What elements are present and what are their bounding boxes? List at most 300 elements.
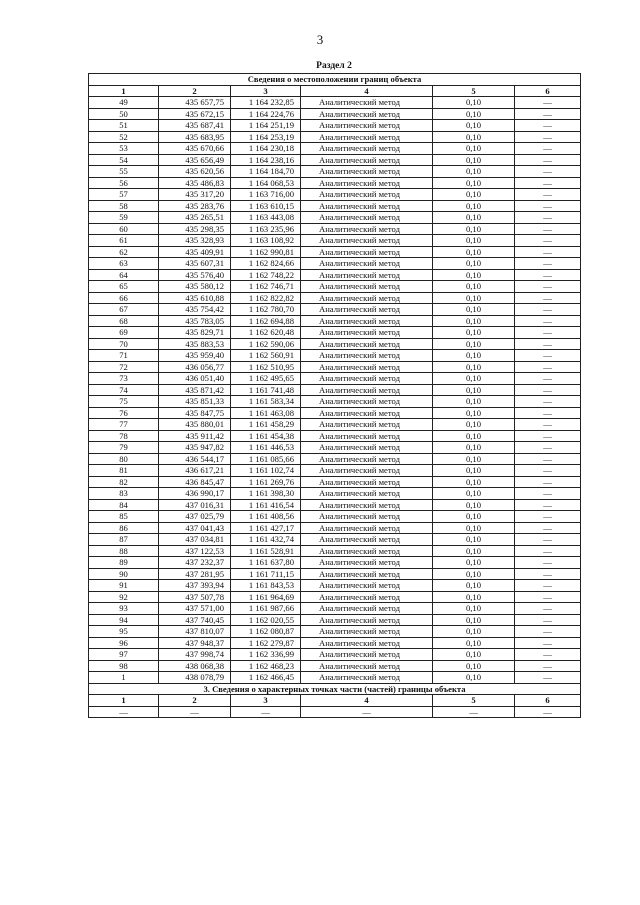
table-cell: Аналитический метод — [301, 580, 433, 592]
table-cell: 1 162 748,22 — [231, 269, 301, 281]
table-cell: — — [515, 177, 581, 189]
table-cell: 71 — [89, 350, 159, 362]
table-cell: Аналитический метод — [301, 591, 433, 603]
table-cell: — — [515, 97, 581, 109]
table-row — [89, 453, 581, 465]
table-cell: 435 670,66 — [159, 143, 231, 155]
table-row — [89, 557, 581, 569]
table-cell: 0,10 — [433, 557, 515, 569]
table-cell: Аналитический метод — [301, 97, 433, 109]
table-cell: 435 847,75 — [159, 407, 231, 419]
table-cell: — — [515, 419, 581, 431]
table-cell: — — [515, 373, 581, 385]
table-cell: — — [515, 430, 581, 442]
table-cell: 1 162 495,65 — [231, 373, 301, 385]
table2-column-header: 4 — [301, 695, 433, 707]
table-cell: 0,10 — [433, 499, 515, 511]
table-cell: Аналитический метод — [301, 131, 433, 143]
table-cell: — — [515, 522, 581, 534]
table-cell: — — [515, 591, 581, 603]
table-cell: 0,10 — [433, 166, 515, 178]
table-cell: 435 656,49 — [159, 154, 231, 166]
table-cell: Аналитический метод — [301, 672, 433, 684]
table-cell: 0,10 — [433, 614, 515, 626]
table-cell: 0,10 — [433, 442, 515, 454]
table-cell: 0,10 — [433, 269, 515, 281]
table-cell: — — [515, 189, 581, 201]
table-cell: 0,10 — [433, 488, 515, 500]
table-cell: 435 959,40 — [159, 350, 231, 362]
table-cell: 1 161 458,29 — [231, 419, 301, 431]
table-cell: — — [515, 442, 581, 454]
table-cell: Аналитический метод — [301, 476, 433, 488]
table-cell: — — [515, 580, 581, 592]
section-title: Раздел 2 — [316, 61, 352, 71]
table-cell: 89 — [89, 557, 159, 569]
table-cell: 435 672,15 — [159, 108, 231, 120]
table-cell: 0,10 — [433, 580, 515, 592]
table-cell: 0,10 — [433, 430, 515, 442]
table-cell: 437 034,81 — [159, 534, 231, 546]
table2-caption: 3. Сведения о характерных точках части (частей) границы объекта — [89, 683, 581, 695]
table-cell: 435 687,41 — [159, 120, 231, 132]
table-cell: 0,10 — [433, 108, 515, 120]
table-cell: — — [515, 258, 581, 270]
table-cell: 1 162 080,87 — [231, 626, 301, 638]
table-cell: 435 947,82 — [159, 442, 231, 454]
table-cell: Аналитический метод — [301, 637, 433, 649]
table-cell: 0,10 — [433, 258, 515, 270]
table-row — [89, 442, 581, 454]
table-cell: 65 — [89, 281, 159, 293]
table-cell: 64 — [89, 269, 159, 281]
table-cell: 0,10 — [433, 235, 515, 247]
table-cell: 0,10 — [433, 511, 515, 523]
table-cell: 1 161 711,15 — [231, 568, 301, 580]
table-cell: 437 948,37 — [159, 637, 231, 649]
table-row — [89, 534, 581, 546]
table-cell: 0,10 — [433, 419, 515, 431]
table-cell: 0,10 — [433, 177, 515, 189]
table-cell: 57 — [89, 189, 159, 201]
table-cell: 1 162 824,66 — [231, 258, 301, 270]
table-cell: — — [301, 706, 433, 718]
table-cell: 435 829,71 — [159, 327, 231, 339]
table-cell: 1 162 336,99 — [231, 649, 301, 661]
table-cell: 1 162 466,45 — [231, 672, 301, 684]
table-cell: — — [515, 235, 581, 247]
table-cell: 0,10 — [433, 396, 515, 408]
table-row — [89, 235, 581, 247]
table-cell: 66 — [89, 292, 159, 304]
table-row — [89, 304, 581, 316]
table-cell: Аналитический метод — [301, 407, 433, 419]
table-cell: 1 163 716,00 — [231, 189, 301, 201]
table-cell: 435 580,12 — [159, 281, 231, 293]
table-cell: 1 161 408,56 — [231, 511, 301, 523]
table-cell: Аналитический метод — [301, 327, 433, 339]
table-row — [89, 269, 581, 281]
table-cell: 0,10 — [433, 154, 515, 166]
coordinates-table — [88, 73, 581, 718]
table-cell: 1 161 085,66 — [231, 453, 301, 465]
table2-column-header: 5 — [433, 695, 515, 707]
table-row — [89, 545, 581, 557]
table-cell: Аналитический метод — [301, 626, 433, 638]
table-cell: 61 — [89, 235, 159, 247]
table-cell: 436 617,21 — [159, 465, 231, 477]
table-cell: 74 — [89, 384, 159, 396]
table-cell: Аналитический метод — [301, 373, 433, 385]
table-row — [89, 108, 581, 120]
table-cell: 1 161 102,74 — [231, 465, 301, 477]
table2-column-header: 2 — [159, 695, 231, 707]
table-cell: 1 162 620,48 — [231, 327, 301, 339]
table-cell: 1 162 746,71 — [231, 281, 301, 293]
table-cell: 0,10 — [433, 545, 515, 557]
table-cell: 0,10 — [433, 626, 515, 638]
table-cell: Аналитический метод — [301, 453, 433, 465]
table-cell: — — [515, 568, 581, 580]
table-cell: — — [515, 603, 581, 615]
table-cell: 1 161 964,69 — [231, 591, 301, 603]
table-row — [89, 649, 581, 661]
table1-caption: Сведения о местоположении границ объекта — [89, 74, 581, 86]
table-cell: 93 — [89, 603, 159, 615]
table-row — [89, 407, 581, 419]
table-cell: 1 161 454,38 — [231, 430, 301, 442]
table-cell: — — [515, 304, 581, 316]
table-cell: 1 162 990,81 — [231, 246, 301, 258]
table-cell: 0,10 — [433, 660, 515, 672]
table-row — [89, 281, 581, 293]
table-cell: 1 163 108,92 — [231, 235, 301, 247]
table-cell: 435 576,40 — [159, 269, 231, 281]
table-cell: 69 — [89, 327, 159, 339]
table-cell: Аналитический метод — [301, 522, 433, 534]
table1-header-row — [89, 85, 581, 97]
table-cell: 435 683,95 — [159, 131, 231, 143]
table-cell: 0,10 — [433, 591, 515, 603]
table-cell: — — [515, 269, 581, 281]
table-cell: 0,10 — [433, 292, 515, 304]
table-cell: — — [515, 465, 581, 477]
table-cell: 0,10 — [433, 672, 515, 684]
table-row — [89, 373, 581, 385]
table-row — [89, 637, 581, 649]
table-row — [89, 189, 581, 201]
table-cell: 435 610,88 — [159, 292, 231, 304]
table-cell: 1 161 446,53 — [231, 442, 301, 454]
table-cell: — — [515, 315, 581, 327]
table-cell: Аналитический метод — [301, 465, 433, 477]
table-row — [89, 499, 581, 511]
table-row — [89, 292, 581, 304]
table-cell: 0,10 — [433, 315, 515, 327]
table-cell: 60 — [89, 223, 159, 235]
table-cell: 437 393,94 — [159, 580, 231, 592]
table-cell: — — [515, 637, 581, 649]
table-cell: — — [515, 534, 581, 546]
table-row — [89, 131, 581, 143]
table-cell: — — [515, 361, 581, 373]
table-cell: 86 — [89, 522, 159, 534]
table2-column-header: 3 — [231, 695, 301, 707]
table-cell: — — [515, 672, 581, 684]
table-cell: 91 — [89, 580, 159, 592]
table-cell: — — [515, 453, 581, 465]
table-row — [89, 212, 581, 224]
table-cell: Аналитический метод — [301, 258, 433, 270]
table-cell: 1 164 230,18 — [231, 143, 301, 155]
table-cell: — — [515, 511, 581, 523]
table-row — [89, 154, 581, 166]
table-cell: 84 — [89, 499, 159, 511]
table-cell: Аналитический метод — [301, 384, 433, 396]
table-cell: Аналитический метод — [301, 166, 433, 178]
table-cell: — — [159, 706, 231, 718]
table-cell: 437 122,53 — [159, 545, 231, 557]
table-cell: — — [515, 292, 581, 304]
table-cell: 435 851,33 — [159, 396, 231, 408]
table-cell: Аналитический метод — [301, 511, 433, 523]
table-row — [89, 166, 581, 178]
table-cell: 0,10 — [433, 200, 515, 212]
table-cell: 437 016,31 — [159, 499, 231, 511]
table2-column-header: 1 — [89, 695, 159, 707]
table-row — [89, 465, 581, 477]
table-cell: 435 317,20 — [159, 189, 231, 201]
table-row — [89, 603, 581, 615]
table-cell: 0,10 — [433, 534, 515, 546]
table-cell: Аналитический метод — [301, 200, 433, 212]
table-row — [89, 338, 581, 350]
table-cell: 437 232,37 — [159, 557, 231, 569]
table-row — [89, 706, 581, 718]
table-cell: 58 — [89, 200, 159, 212]
table-cell: — — [515, 488, 581, 500]
table-cell: Аналитический метод — [301, 534, 433, 546]
table-cell: Аналитический метод — [301, 614, 433, 626]
table-cell: 1 163 610,15 — [231, 200, 301, 212]
table-row — [89, 568, 581, 580]
table2-column-header: 6 — [515, 695, 581, 707]
table-cell: 1 161 583,34 — [231, 396, 301, 408]
table-row — [89, 430, 581, 442]
table-cell: 1 161 528,91 — [231, 545, 301, 557]
table-cell: 1 — [89, 672, 159, 684]
table-cell: 0,10 — [433, 120, 515, 132]
table-row — [89, 522, 581, 534]
table-cell: 94 — [89, 614, 159, 626]
table-cell: 1 161 843,53 — [231, 580, 301, 592]
table-cell: — — [515, 327, 581, 339]
table-cell: Аналитический метод — [301, 212, 433, 224]
table-cell: 435 754,42 — [159, 304, 231, 316]
table-cell: — — [515, 350, 581, 362]
table-cell: 97 — [89, 649, 159, 661]
table-row — [89, 97, 581, 109]
table-row — [89, 143, 581, 155]
table-cell: 1 161 427,17 — [231, 522, 301, 534]
table-cell: 1 162 020,55 — [231, 614, 301, 626]
table-row — [89, 246, 581, 258]
table-cell: 0,10 — [433, 568, 515, 580]
table-cell: — — [515, 499, 581, 511]
table-cell: 54 — [89, 154, 159, 166]
table-cell: — — [515, 407, 581, 419]
table-cell: — — [515, 281, 581, 293]
table-cell: 437 571,00 — [159, 603, 231, 615]
table-cell: — — [231, 706, 301, 718]
table1-column-header: 3 — [231, 85, 301, 97]
table-cell: 1 162 510,95 — [231, 361, 301, 373]
table-cell: — — [89, 706, 159, 718]
table-cell: 92 — [89, 591, 159, 603]
table-cell: 1 164 253,19 — [231, 131, 301, 143]
table-cell: 88 — [89, 545, 159, 557]
table2-header-row — [89, 695, 581, 707]
table-cell: Аналитический метод — [301, 292, 433, 304]
table-cell: 0,10 — [433, 131, 515, 143]
table-row — [89, 120, 581, 132]
table-cell: 435 409,91 — [159, 246, 231, 258]
table-cell: 1 161 741,48 — [231, 384, 301, 396]
table-cell: — — [515, 200, 581, 212]
table-cell: Аналитический метод — [301, 350, 433, 362]
table-cell: 70 — [89, 338, 159, 350]
table-cell: 96 — [89, 637, 159, 649]
table-cell: 0,10 — [433, 304, 515, 316]
table-cell: 55 — [89, 166, 159, 178]
table-cell: 0,10 — [433, 223, 515, 235]
table-cell: 1 161 398,30 — [231, 488, 301, 500]
table-cell: Аналитический метод — [301, 269, 433, 281]
table-cell: 1 162 822,82 — [231, 292, 301, 304]
table-cell: 436 051,40 — [159, 373, 231, 385]
table-cell: 435 880,01 — [159, 419, 231, 431]
table-cell: Аналитический метод — [301, 235, 433, 247]
table-cell: 0,10 — [433, 476, 515, 488]
table-cell: 0,10 — [433, 350, 515, 362]
table-cell: 437 740,45 — [159, 614, 231, 626]
table-cell: — — [515, 131, 581, 143]
table-cell: 68 — [89, 315, 159, 327]
table-cell: 0,10 — [433, 338, 515, 350]
table-cell: 87 — [89, 534, 159, 546]
table-cell: 1 161 269,76 — [231, 476, 301, 488]
table-cell: 1 162 468,23 — [231, 660, 301, 672]
table-cell: 1 164 068,53 — [231, 177, 301, 189]
table-cell: 79 — [89, 442, 159, 454]
page-number: 3 — [316, 32, 324, 47]
table-cell: 1 162 694,88 — [231, 315, 301, 327]
table-cell: 435 328,93 — [159, 235, 231, 247]
table-cell: 437 507,78 — [159, 591, 231, 603]
table-cell: 1 162 780,70 — [231, 304, 301, 316]
table-row — [89, 672, 581, 684]
table-cell: 435 883,53 — [159, 338, 231, 350]
table-cell: — — [515, 246, 581, 258]
table-cell: Аналитический метод — [301, 120, 433, 132]
table-cell: Аналитический метод — [301, 246, 433, 258]
table-cell: 0,10 — [433, 649, 515, 661]
table-cell: 438 068,38 — [159, 660, 231, 672]
table-cell: 0,10 — [433, 281, 515, 293]
table-cell: — — [515, 649, 581, 661]
table-row — [89, 384, 581, 396]
table-cell: 0,10 — [433, 407, 515, 419]
table-cell: 67 — [89, 304, 159, 316]
table-row — [89, 511, 581, 523]
table-cell: 98 — [89, 660, 159, 672]
table-cell: 0,10 — [433, 465, 515, 477]
table-cell: — — [515, 338, 581, 350]
table-cell: 435 298,35 — [159, 223, 231, 235]
table-cell: 0,10 — [433, 361, 515, 373]
table-cell: — — [515, 212, 581, 224]
table-cell: 0,10 — [433, 212, 515, 224]
table-cell: — — [515, 143, 581, 155]
table-cell: 75 — [89, 396, 159, 408]
table-cell: — — [515, 626, 581, 638]
table-cell: 78 — [89, 430, 159, 442]
table-cell: 1 161 463,08 — [231, 407, 301, 419]
table-cell: — — [515, 108, 581, 120]
table-row — [89, 223, 581, 235]
table-cell: 0,10 — [433, 453, 515, 465]
table-cell: 63 — [89, 258, 159, 270]
table-row — [89, 200, 581, 212]
table-cell: 80 — [89, 453, 159, 465]
table-cell: 1 162 279,87 — [231, 637, 301, 649]
table-cell: 0,10 — [433, 637, 515, 649]
table-cell: — — [515, 396, 581, 408]
table-cell: 435 657,75 — [159, 97, 231, 109]
table-cell: 435 486,83 — [159, 177, 231, 189]
table-cell: 437 281,95 — [159, 568, 231, 580]
table-row — [89, 327, 581, 339]
table-row — [89, 580, 581, 592]
table-cell: — — [515, 614, 581, 626]
table-cell: 52 — [89, 131, 159, 143]
table-cell: 82 — [89, 476, 159, 488]
table-cell: 1 163 235,96 — [231, 223, 301, 235]
table-cell: — — [515, 545, 581, 557]
table-cell: — — [515, 120, 581, 132]
table-cell: 436 544,17 — [159, 453, 231, 465]
table-cell: Аналитический метод — [301, 315, 433, 327]
table-cell: 53 — [89, 143, 159, 155]
table1-column-header: 6 — [515, 85, 581, 97]
table1-column-header: 4 — [301, 85, 433, 97]
table-cell: 435 607,31 — [159, 258, 231, 270]
table-cell: 435 620,56 — [159, 166, 231, 178]
table-cell: Аналитический метод — [301, 189, 433, 201]
table-row — [89, 488, 581, 500]
table-cell: — — [515, 706, 581, 718]
table-cell: Аналитический метод — [301, 304, 433, 316]
table-cell: — — [515, 557, 581, 569]
table-cell: 437 041,43 — [159, 522, 231, 534]
table-cell: 1 164 184,70 — [231, 166, 301, 178]
table-row — [89, 614, 581, 626]
table-cell: 435 911,42 — [159, 430, 231, 442]
table-cell: 1 161 416,54 — [231, 499, 301, 511]
table-row — [89, 350, 581, 362]
table-cell: 1 161 637,80 — [231, 557, 301, 569]
table-cell: Аналитический метод — [301, 338, 433, 350]
